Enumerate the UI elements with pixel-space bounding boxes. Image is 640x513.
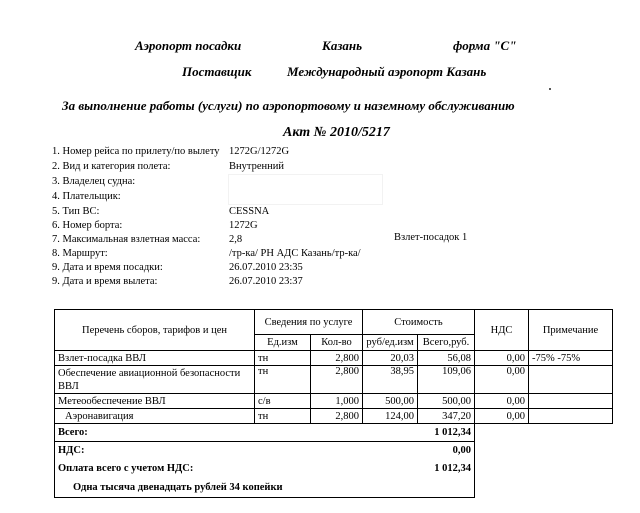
field-value: 2,8 — [229, 234, 243, 245]
city: Казань — [322, 38, 363, 53]
row-qty: 2,800 — [311, 351, 363, 366]
row-note — [529, 366, 613, 394]
row-price: 38,95 — [363, 366, 418, 394]
amount-in-words: Одна тысяча двенадцать рублей 34 копейки — [55, 478, 475, 498]
act-number: Акт № 2010/5217 — [283, 125, 390, 140]
grand-total-value: 1 012,34 — [418, 460, 475, 478]
landings-count: Взлет-посадок 1 — [394, 232, 468, 243]
field-value: 1272G/1272G — [229, 146, 290, 157]
header-unit: Ед.изм — [255, 335, 311, 351]
row-vat: 0,00 — [475, 366, 529, 394]
header-total: Всего,руб. — [418, 335, 475, 351]
header-cost: Стоимость — [363, 310, 475, 335]
supplier: Международный аэропорт Казань — [287, 64, 487, 79]
row-vat: 0,00 — [475, 409, 529, 424]
row-price: 20,03 — [363, 351, 418, 366]
grand-total-label: Оплата всего с учетом НДС: — [55, 460, 255, 478]
form-label: форма "С" — [453, 38, 517, 53]
row-note: -75% -75% — [529, 351, 613, 366]
field-label: 6. Номер борта: — [52, 220, 123, 231]
row-name: Метеообеспечение ВВЛ — [55, 394, 255, 409]
services-table — [54, 309, 613, 498]
row-unit: тн — [255, 366, 311, 394]
field-label: 7. Максимальная взлетная масса: — [52, 234, 201, 245]
row-total: 347,20 — [418, 409, 475, 424]
vat-label: НДС: — [55, 442, 255, 460]
field-label: 9. Дата и время вылета: — [52, 276, 158, 287]
vat-value: 0,00 — [418, 442, 475, 460]
row-unit: тн — [255, 409, 311, 424]
speck — [549, 88, 551, 90]
row-total: 56,08 — [418, 351, 475, 366]
row-qty: 2,800 — [311, 366, 363, 394]
header-qty: Кол-во — [311, 335, 363, 351]
row-unit: тн — [255, 351, 311, 366]
table-row — [55, 366, 613, 394]
header-price: руб/ед.изм — [363, 335, 418, 351]
field-value: Внутренний — [229, 161, 284, 172]
field-value: 26.07.2010 23:35 — [229, 262, 303, 273]
supplier-label: Поставщик — [182, 64, 252, 79]
field-value: CESSNA — [229, 206, 270, 217]
row-price: 124,00 — [363, 409, 418, 424]
field-value: 26.07.2010 23:37 — [229, 276, 303, 287]
row-note — [529, 394, 613, 409]
row-qty: 1,000 — [311, 394, 363, 409]
airport-label: Аэропорт посадки — [135, 38, 242, 53]
field-label: 8. Маршрут: — [52, 248, 108, 259]
header-vat: НДС — [475, 310, 529, 351]
header-list: Перечень сборов, тарифов и цен — [55, 310, 255, 351]
table-row — [55, 394, 613, 409]
field-label: 4. Плательщик: — [52, 191, 121, 202]
subtitle: За выполнение работы (услуги) по аэропортовому и наземному обслуживанию — [62, 98, 515, 113]
row-name: Обеспечение авиационной безопасности ВВЛ — [55, 366, 255, 394]
table-row — [55, 351, 613, 366]
header-service: Сведения по услуге — [255, 310, 363, 335]
total-value: 1 012,34 — [418, 424, 475, 442]
table-row — [55, 409, 613, 424]
row-vat: 0,00 — [475, 394, 529, 409]
field-label: 2. Вид и категория полета: — [52, 161, 171, 172]
row-vat: 0,00 — [475, 351, 529, 366]
row-qty: 2,800 — [311, 409, 363, 424]
total-label: Всего: — [55, 424, 255, 442]
row-note — [529, 409, 613, 424]
row-total: 500,00 — [418, 394, 475, 409]
row-price: 500,00 — [363, 394, 418, 409]
redaction-box — [228, 174, 383, 205]
field-label: 1. Номер рейса по прилету/по вылету — [52, 146, 220, 157]
row-name: Аэронавигация — [55, 409, 255, 424]
header-note: Примечание — [529, 310, 613, 351]
field-value: /тр-ка/ РН АДС Казань/тр-ка/ — [229, 248, 361, 259]
field-label: 9. Дата и время посадки: — [52, 262, 163, 273]
field-label: 5. Тип ВС: — [52, 206, 100, 217]
field-value: 1272G — [229, 220, 258, 231]
row-unit: с/в — [255, 394, 311, 409]
row-total: 109,06 — [418, 366, 475, 394]
field-label: 3. Владелец судна: — [52, 176, 136, 187]
row-name: Взлет-посадка ВВЛ — [55, 351, 255, 366]
